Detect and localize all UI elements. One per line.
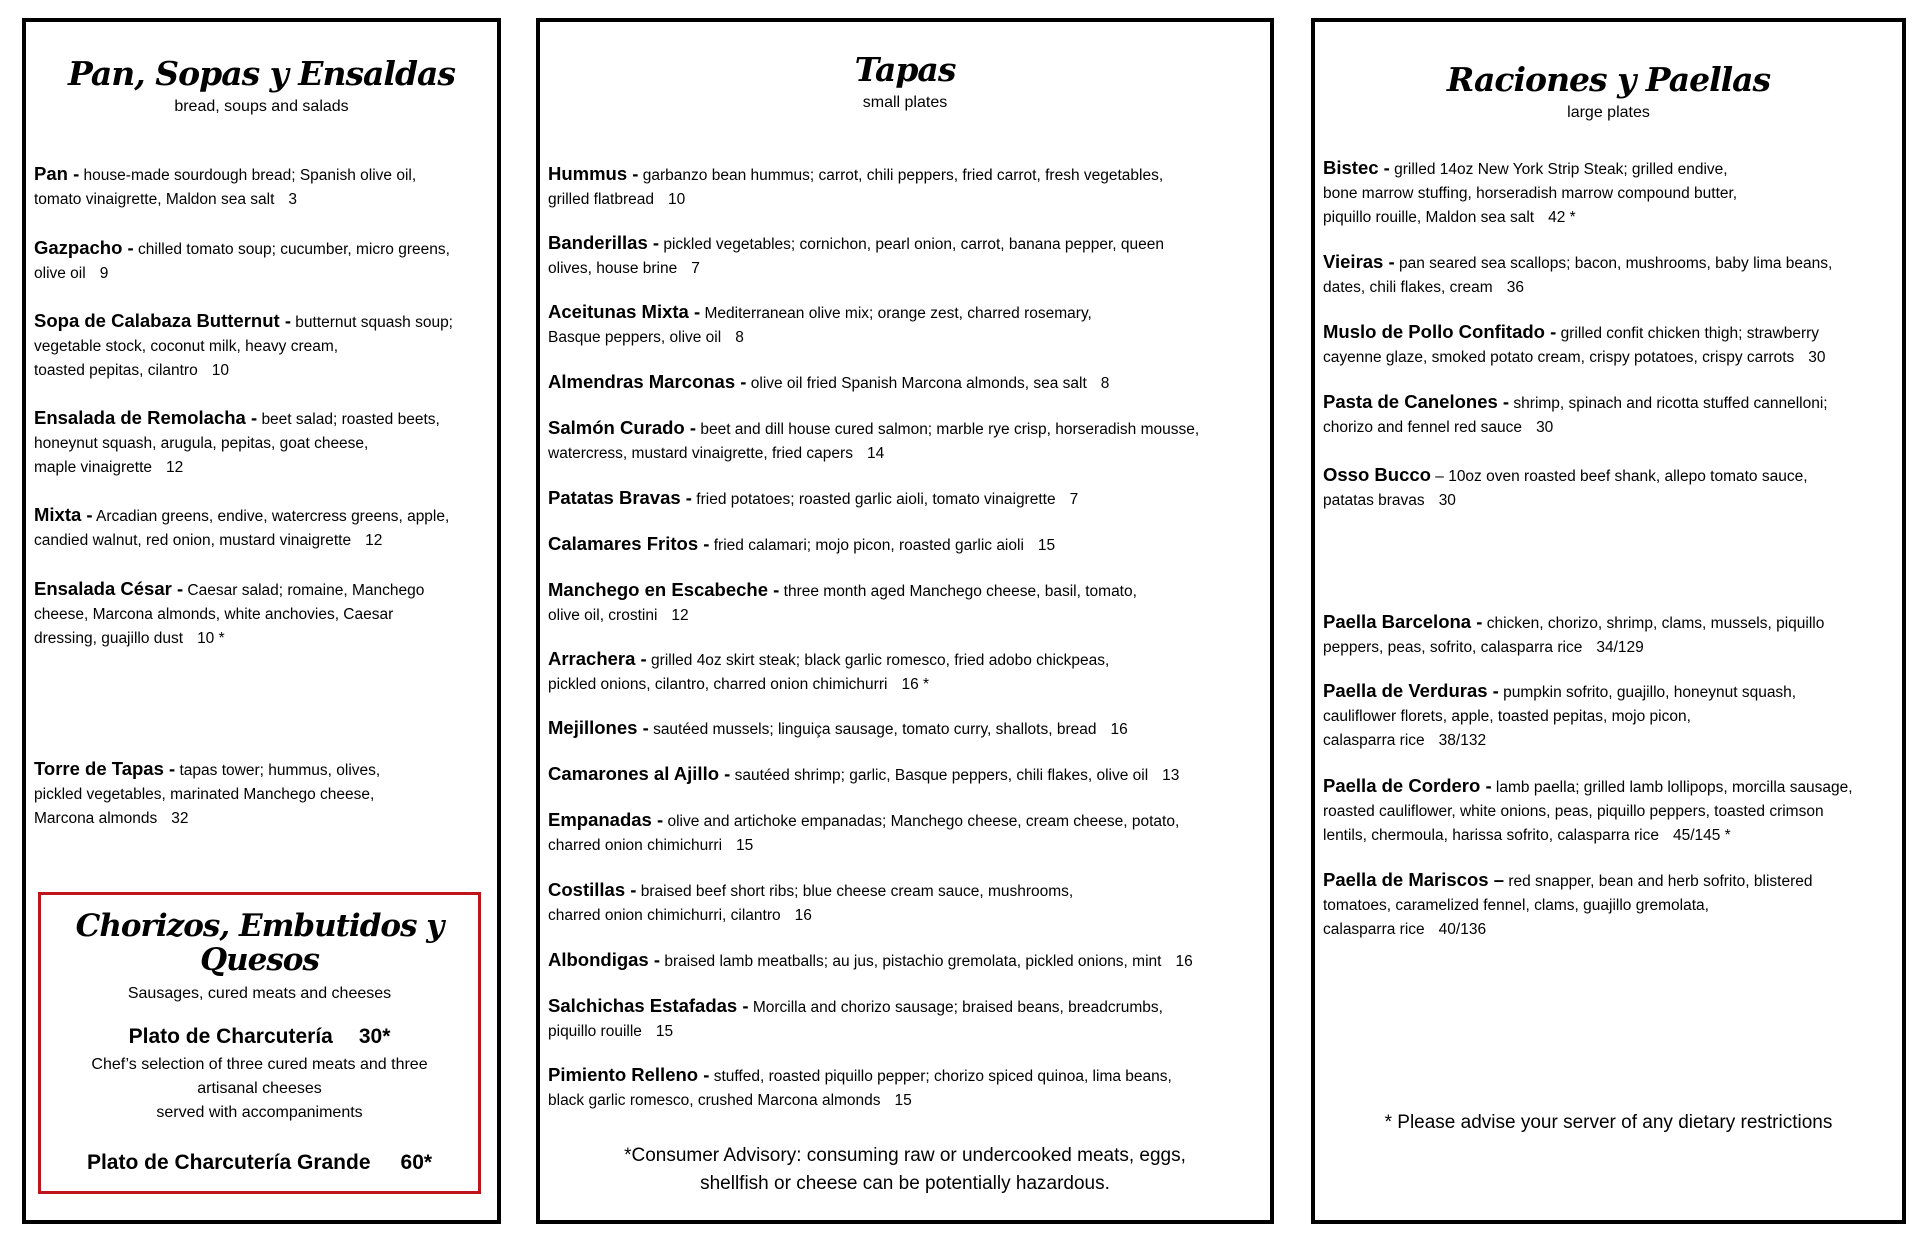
menu-panel-bread-soups-salads <box>22 18 501 1224</box>
menu-item-name: Salmón Curado - <box>548 417 697 438</box>
menu-item-description: pumpkin sofrito, guajillo, honeynut squash, cauliflower florets, apple, toasted pepitas, mojo picon, calasparra rice <box>1323 684 1797 749</box>
menu-item-price: 7 <box>1069 491 1079 508</box>
menu-item-price: 15 <box>736 837 754 854</box>
menu-item-description: tapas tower; hummus, olives, pickled vegetables, marinated Manchego cheese, Marcona almonds <box>34 762 381 827</box>
menu-panel-large-plates <box>1311 18 1906 1224</box>
menu-item-name: Ensalada César - <box>34 578 184 599</box>
menu-item <box>548 716 1128 742</box>
menu-item <box>548 878 1073 928</box>
menu-item-description: grilled confit chicken thigh; strawberry cayenne glaze, smoked potato cream, crispy potatoes, crispy carrots <box>1323 325 1820 366</box>
menu-item-description: pan seared sea scallops; bacon, mushrooms, baby lima beans, dates, chili flakes, cream <box>1323 255 1833 296</box>
dietary-note: * Please advise your server of any dietary restrictions <box>1384 1112 1833 1133</box>
menu-item <box>1323 774 1853 848</box>
menu-item-description: three month aged Manchego cheese, basil, tomato, olive oil, crostini <box>548 583 1137 624</box>
menu-item-description: grilled 14oz New York Strip Steak; grilled endive, bone marrow stuffing, horseradish marrow compound butter, piquillo rouille, Maldon sea salt <box>1323 161 1738 226</box>
section-subtitle: bread, soups and salads <box>174 98 349 116</box>
menu-item <box>548 762 1179 788</box>
menu-item-name: Manchego en Escabeche - <box>548 579 780 600</box>
menu-item-price: 12 <box>671 607 689 624</box>
menu-item-name: Almendras Marconas - <box>548 371 747 392</box>
section-title: Raciones y Paellas <box>1446 60 1771 99</box>
menu-item <box>1323 610 1824 660</box>
menu-item-name: Calamares Fritos - <box>548 533 710 554</box>
menu-item <box>34 577 424 651</box>
consumer-advisory: *Consumer Advisory: consuming raw or undercooked meats, eggs, shellfish or cheese can be potentially hazardous. <box>624 1145 1186 1194</box>
menu-item <box>548 1063 1172 1113</box>
menu-item-price: 42 * <box>1548 209 1576 226</box>
menu-item-price: 15 <box>655 1023 674 1040</box>
menu-item-description: stuffed, roasted piquillo pepper; chorizo spiced quinoa, lima beans, black garlic romesco, crushed Marcona almonds <box>548 1068 1172 1109</box>
menu-item <box>548 994 1163 1044</box>
menu-item <box>1323 156 1737 230</box>
menu-item-description: braised lamb meatballs; au jus, pistachio gremolata, pickled onions, mint <box>664 953 1162 970</box>
menu-item <box>548 486 1078 512</box>
menu-item-name: Patatas Bravas - <box>548 487 692 508</box>
menu-item-price: 45/145 * <box>1672 827 1731 844</box>
section-title: Tapas <box>854 50 956 89</box>
menu-item <box>548 532 1055 558</box>
menu-item-description: beet salad; roasted beets, honeynut squash, arugula, pepitas, goat cheese, maple vinaigrette <box>34 411 440 476</box>
menu-item-name: Paella Barcelona - <box>1323 611 1483 632</box>
menu-item <box>548 948 1193 974</box>
menu-item-price: 16 * <box>901 676 930 693</box>
menu-item-description: garbanzo bean hummus; carrot, chili peppers, fried carrot, fresh vegetables, grilled flatbread <box>548 167 1164 208</box>
menu-item-name: Ensalada de Remolacha - <box>34 407 258 428</box>
menu-item-description: – 10oz oven roasted beef shank, allepo tomato sauce, patatas bravas <box>1323 468 1808 509</box>
menu-item <box>34 406 440 480</box>
menu-item-description: braised beef short ribs; blue cheese cream sauce, mushrooms, charred onion chimichurri, cilantro <box>548 883 1074 924</box>
menu-item-price: 30 <box>1536 419 1554 436</box>
menu-item-description: Morcilla and chorizo sausage; braised beans, breadcrumbs, piquillo rouille <box>548 999 1163 1040</box>
menu-item-name: Pimiento Relleno - <box>548 1064 710 1085</box>
plate-description: Chef’s selection of three cured meats and three artisanal cheeses served with accompaniments <box>91 1056 428 1122</box>
section-header <box>1315 62 1902 122</box>
menu-item-name: Sopa de Calabaza Butternut - <box>34 310 291 331</box>
menu-item-price: 32 <box>171 810 189 827</box>
menu-item-name: Torre de Tapas - <box>34 758 176 779</box>
menu-item <box>1323 868 1813 942</box>
menu-item-name: Mixta - <box>34 504 93 525</box>
menu-item-price: 10 <box>667 191 686 208</box>
menu-item-name: Pan - <box>34 163 80 184</box>
menu-item-price: 12 <box>365 532 383 549</box>
menu-item <box>548 647 1109 697</box>
menu-item-name: Mejillones - <box>548 717 649 738</box>
menu-item-name: Camarones al Ajillo - <box>548 763 731 784</box>
menu-item-price: 36 <box>1506 279 1524 296</box>
menu-item-price: 7 <box>691 260 700 277</box>
menu-item-name: Paella de Mariscos – <box>1323 869 1504 890</box>
menu-item <box>34 757 380 831</box>
menu-item-name: Costillas - <box>548 879 637 900</box>
menu-item-name: Bistec - <box>1323 157 1390 178</box>
menu-item-price: 10 * <box>197 630 225 647</box>
menu-item-description: butternut squash soup; vegetable stock, coconut milk, heavy cream, toasted pepitas, cilantro <box>34 314 453 379</box>
menu-item-price: 16 <box>794 907 812 924</box>
plate-charcuteria-grande <box>41 1151 478 1175</box>
menu-item-description: olive and artichoke empanadas; Manchego cheese, cream cheese, potato, charred onion chimichurri <box>548 813 1180 854</box>
menu-item <box>548 300 1092 350</box>
section-title: Pan, Sopas y Ensaldas <box>68 54 455 93</box>
menu-item <box>548 162 1163 212</box>
menu-item-description: olive oil fried Spanish Marcona almonds, sea salt <box>750 375 1087 392</box>
menu-item-name: Pasta de Canelones - <box>1323 391 1510 412</box>
menu-item-name: Hummus - <box>548 163 639 184</box>
menu-item-price: 9 <box>99 265 109 282</box>
menu-item-description: fried potatoes; roasted garlic aioli, tomato vinaigrette <box>696 491 1056 508</box>
menu-item-price: 3 <box>288 191 298 208</box>
menu-item-description: beet and dill house cured salmon; marble rye crisp, horseradish mousse, watercress, mustard vinaigrette, fried capers <box>548 421 1200 462</box>
charcuterie-box <box>38 892 481 1194</box>
section-header <box>26 56 497 116</box>
menu-item-description: chilled tomato soup; cucumber, micro greens, olive oil <box>34 241 450 282</box>
plate-price: 60* <box>400 1151 433 1175</box>
menu-item-price: 10 <box>211 362 229 379</box>
menu-item-name: Salchichas Estafadas - <box>548 995 749 1016</box>
box-title: Chorizos, Embutidos y Quesos <box>75 908 444 979</box>
section-header <box>540 52 1270 112</box>
menu-item <box>548 231 1164 281</box>
menu-item-name: Empanadas - <box>548 809 664 830</box>
menu-item <box>1323 250 1832 300</box>
menu-item-name: Gazpacho - <box>34 237 134 258</box>
menu-item-price: 15 <box>894 1092 912 1109</box>
menu-item-price: 40/136 <box>1438 921 1487 938</box>
menu-item-price: 38/132 <box>1438 732 1487 749</box>
menu-item-name: Albondigas - <box>548 949 661 970</box>
menu-item-name: Muslo de Pollo Confitado - <box>1323 321 1557 342</box>
section-subtitle: large plates <box>1567 104 1650 122</box>
menu-item-description: Arcadian greens, endive, watercress greens, apple, candied walnut, red onion, mustard vinaigrette <box>34 508 450 549</box>
menu-item-price: 34/129 <box>1596 639 1644 656</box>
menu-item-name: Vieiras - <box>1323 251 1395 272</box>
menu-item-name: Paella de Cordero - <box>1323 775 1492 796</box>
menu-item-name: Arrachera - <box>548 648 647 669</box>
menu-item-name: Aceitunas Mixta - <box>548 301 701 322</box>
section-subtitle: small plates <box>862 94 948 112</box>
menu-item-price: 14 <box>866 445 885 462</box>
menu-item-price: 16 <box>1175 953 1193 970</box>
menu-item <box>34 309 453 383</box>
menu-item-price: 8 <box>735 329 744 346</box>
menu-item <box>34 162 416 212</box>
menu-item <box>1323 679 1796 753</box>
menu-item <box>548 370 1109 396</box>
menu-item-description: sautéed shrimp; garlic, Basque peppers, chili flakes, olive oil <box>734 767 1149 784</box>
menu-item-price: 12 <box>166 459 184 476</box>
menu-item-name: Paella de Verduras - <box>1323 680 1499 701</box>
menu-item-description: pickled vegetables; cornichon, pearl onion, carrot, banana pepper, queen olives, house brine <box>548 236 1165 277</box>
menu-item-description: fried calamari; mojo picon, roasted garlic aioli <box>713 537 1024 554</box>
menu-item <box>1323 463 1808 513</box>
menu-item <box>1323 320 1826 370</box>
menu-item-name: Banderillas - <box>548 232 660 253</box>
menu-item-price: 13 <box>1162 767 1180 784</box>
menu-item-description: red snapper, bean and herb sofrito, blistered tomatoes, caramelized fennel, clams, guajillo gremolata, calasparra rice <box>1323 873 1813 938</box>
menu-item-price: 30 <box>1438 492 1456 509</box>
plate-name: Plato de Charcutería Grande <box>86 1151 371 1175</box>
box-subtitle: Sausages, cured meats and cheeses <box>127 985 392 1003</box>
menu-item <box>548 578 1137 628</box>
plate-name: Plato de Charcutería <box>128 1025 333 1049</box>
menu-item-name: Osso Bucco <box>1323 464 1431 485</box>
menu-item-price: 30 <box>1808 349 1826 366</box>
plate-price: 30* <box>358 1025 391 1049</box>
menu-item-description: lamb paella; grilled lamb lollipops, morcilla sausage, roasted cauliflower, white onions, peas, piquillo peppers, toasted crimson lentils, chermoula, harissa sofrito, calasparra rice <box>1323 779 1853 844</box>
menu-item <box>34 236 450 286</box>
menu-panel-tapas <box>536 18 1274 1224</box>
menu-item-price: 8 <box>1100 375 1110 392</box>
menu-item-description: shrimp, spinach and ricotta stuffed cannelloni; chorizo and fennel red sauce <box>1323 395 1828 436</box>
menu-item-description: house-made sourdough bread; Spanish olive oil, tomato vinaigrette, Maldon sea salt <box>34 167 417 208</box>
menu-item <box>548 808 1179 858</box>
menu-item-description: grilled 4oz skirt steak; black garlic romesco, fried adobo chickpeas, pickled onions, cilantro, charred onion chimichurri <box>548 652 1110 693</box>
menu-item <box>1323 390 1828 440</box>
menu-item-price: 16 <box>1110 721 1128 738</box>
plate-charcuteria <box>41 1025 478 1049</box>
menu-item-price: 15 <box>1037 537 1056 554</box>
menu-item-description: chicken, chorizo, shrimp, clams, mussels, piquillo peppers, peas, sofrito, calasparra rice <box>1323 615 1825 656</box>
menu-item <box>34 503 449 553</box>
menu-item-description: Caesar salad; romaine, Manchego cheese, Marcona almonds, white anchovies, Caesar dressing, guajillo dust <box>34 582 425 647</box>
menu-item-description: Mediterranean olive mix; orange zest, charred rosemary, Basque peppers, olive oil <box>548 305 1092 346</box>
menu-item <box>548 416 1199 466</box>
menu-item-description: sautéed mussels; linguiça sausage, tomato curry, shallots, bread <box>653 721 1097 738</box>
